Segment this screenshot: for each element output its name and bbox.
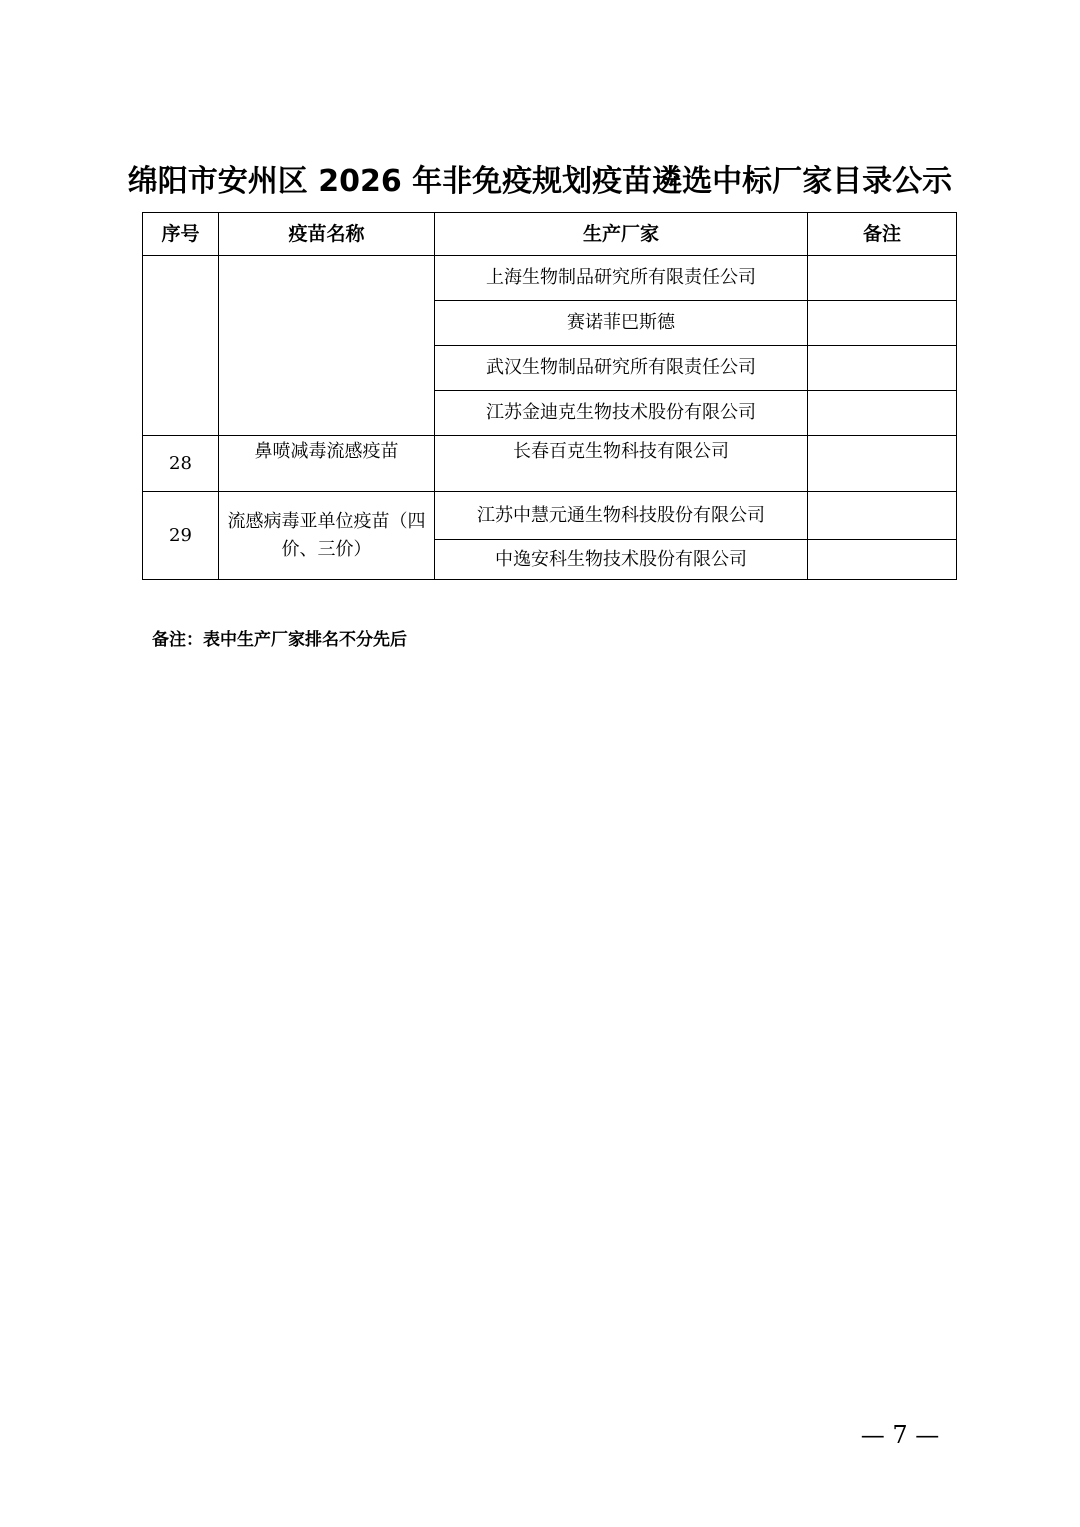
remark-cell — [808, 301, 957, 346]
remark-cell — [808, 436, 957, 492]
document-title: 绵阳市安州区 2026 年非免疫规划疫苗遴选中标厂家目录公示 — [127, 164, 953, 199]
page-number: — 7 — — [860, 1421, 940, 1449]
vaccine-manufacturer-table — [142, 212, 957, 580]
seq-cell-continued — [143, 256, 219, 436]
table-header-row — [143, 213, 957, 256]
manufacturer-cell: 江苏金迪克生物技术股份有限公司 — [435, 391, 808, 436]
remark-cell — [808, 256, 957, 301]
header-vaccine-name: 疫苗名称 — [219, 213, 435, 256]
header-manufacturer: 生产厂家 — [435, 213, 808, 256]
vaccine-cell-continued — [219, 256, 435, 436]
remark-cell — [808, 391, 957, 436]
manufacturer-cell: 上海生物制品研究所有限责任公司 — [435, 256, 808, 301]
table-row — [143, 436, 957, 492]
manufacturer-cell: 中逸安科生物技术股份有限公司 — [435, 540, 808, 580]
table-row — [143, 492, 957, 540]
header-seq: 序号 — [143, 213, 219, 256]
remark-cell — [808, 492, 957, 540]
manufacturer-cell: 武汉生物制品研究所有限责任公司 — [435, 346, 808, 391]
vaccine-cell: 流感病毒亚单位疫苗（四价、三价） — [219, 492, 435, 580]
seq-cell: 29 — [143, 492, 219, 580]
seq-cell: 28 — [143, 436, 219, 492]
header-remark: 备注 — [808, 213, 957, 256]
table-footnote: 备注：表中生产厂家排名不分先后 — [152, 630, 407, 650]
vaccine-cell: 鼻喷减毒流感疫苗 — [219, 436, 435, 492]
remark-cell — [808, 346, 957, 391]
manufacturer-cell: 赛诺菲巴斯德 — [435, 301, 808, 346]
manufacturer-cell: 江苏中慧元通生物科技股份有限公司 — [435, 492, 808, 540]
table-row — [143, 256, 957, 301]
remark-cell — [808, 540, 957, 580]
manufacturer-cell: 长春百克生物科技有限公司 — [435, 436, 808, 492]
